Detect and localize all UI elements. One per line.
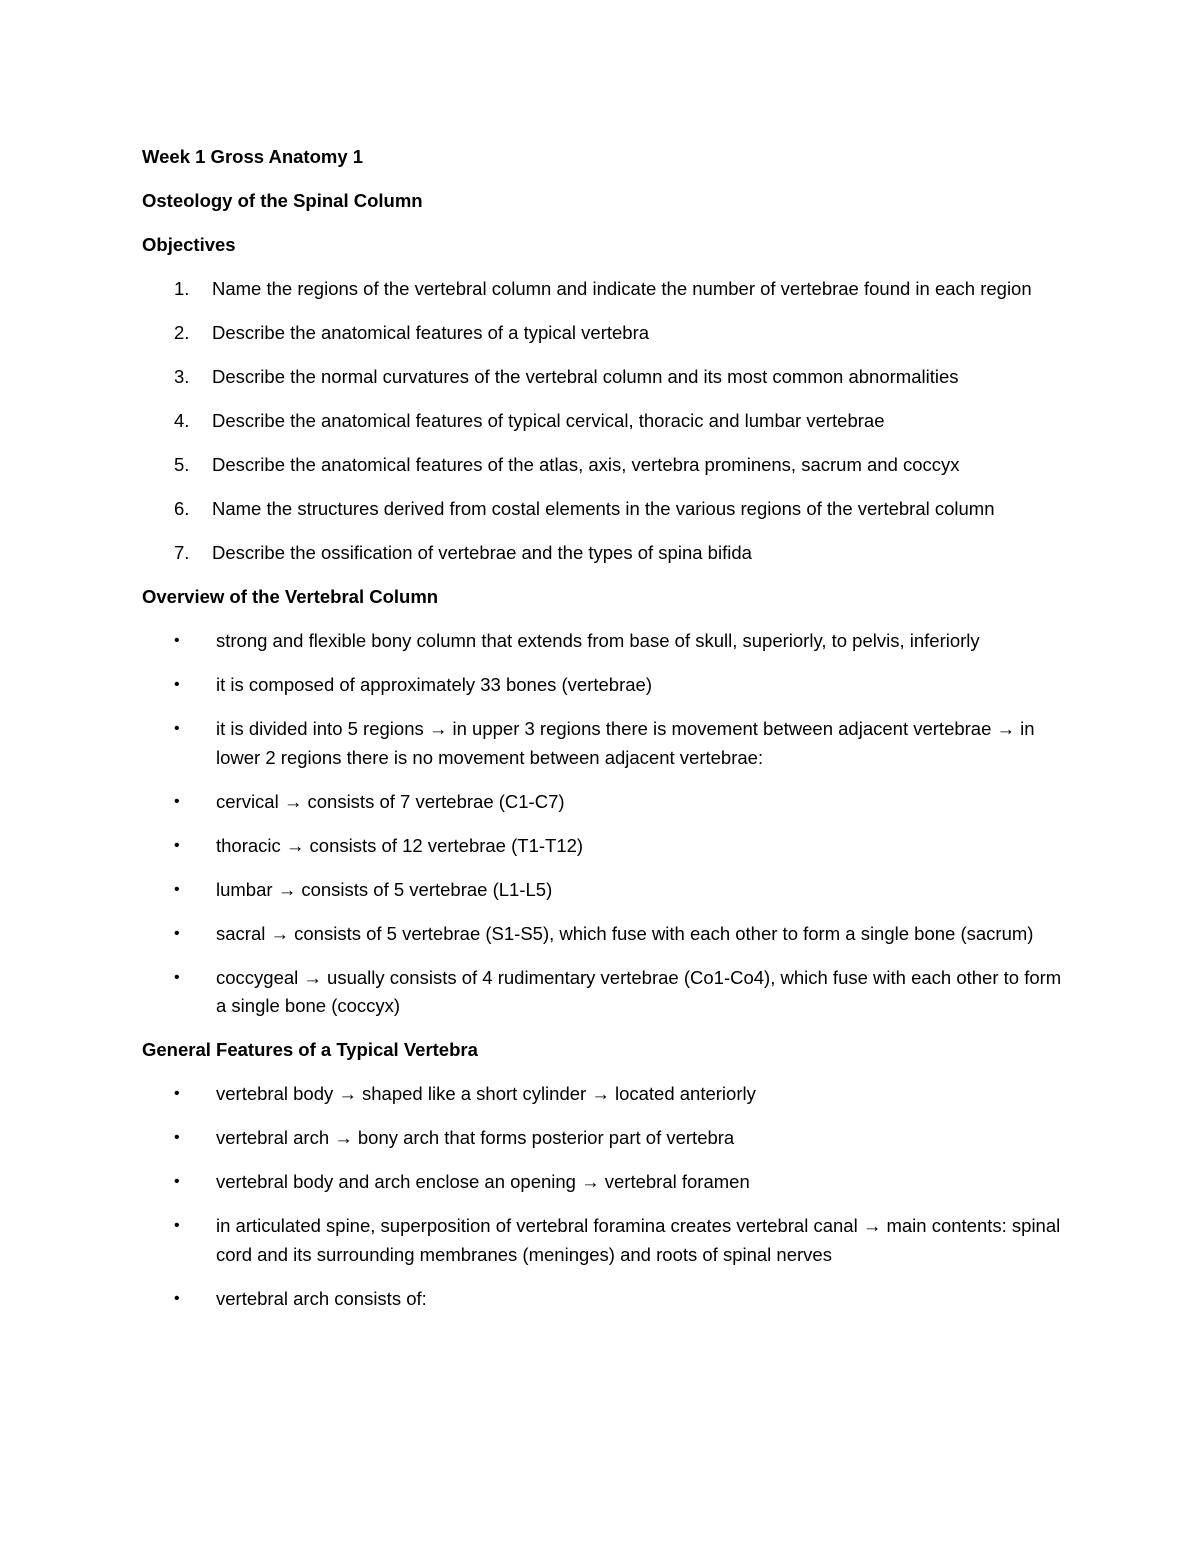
list-item-text: Describe the anatomical features of typical cervical, thoracic and lumbar vertebrae — [212, 410, 885, 431]
list-item — [142, 715, 1072, 772]
list-item — [142, 627, 1072, 656]
bullet-icon: • — [174, 792, 180, 810]
list-number: 6. — [174, 498, 190, 519]
list-item-text: Describe the normal curvatures of the vertebral column and its most common abnormalities — [212, 366, 959, 387]
list-number: 4. — [174, 410, 190, 431]
list-item-text: thoracic → consists of 12 vertebrae (T1-T12) — [216, 834, 584, 856]
list-number: 7. — [174, 542, 190, 563]
overview-heading: Overview of the Vertebral Column — [142, 586, 439, 607]
list-item-text: it is divided into 5 regions → in upper 3 regions there is movement between adjacent vertebrae → in lower 2 regions there is no movement between adjacent vertebrae: — [216, 718, 1035, 768]
bullet-icon: • — [174, 1289, 180, 1307]
list-number: 1. — [174, 278, 190, 299]
list-item-text: vertebral body and arch enclose an opening → vertebral foramen — [216, 1171, 750, 1192]
features-list — [142, 1080, 1072, 1313]
bullet-icon: • — [174, 968, 180, 986]
list-item-text: strong and flexible bony column that extends from base of skull, superiorly, to pelvis, inferiorly — [216, 630, 980, 651]
list-item-text: in articulated spine, superposition of vertebral foramina creates vertebral canal → main contents: spinal cord and its surrounding membranes (meninges) and roots of spinal nerves — [216, 1215, 1061, 1265]
bullet-icon: • — [174, 1173, 180, 1190]
bullet-icon: • — [174, 924, 180, 942]
document-subtitle: Osteology of the Spinal Column — [142, 190, 423, 211]
list-item — [142, 671, 1072, 700]
bullet-icon: • — [174, 1129, 180, 1146]
list-item — [142, 1080, 1072, 1109]
list-item-text: Describe the anatomical features of the atlas, axis, vertebra prominens, sacrum and coccyx — [212, 454, 960, 475]
list-item-text: Describe the anatomical features of a typical vertebra — [212, 322, 650, 343]
bullet-icon: • — [174, 880, 180, 898]
bullet-icon: • — [174, 632, 180, 649]
list-number: 3. — [174, 366, 190, 387]
list-item-text: Name the regions of the vertebral column and indicate the number of vertebrae found in each region — [212, 278, 1032, 299]
list-item-text: lumbar → consists of 5 vertebrae (L1-L5) — [216, 878, 553, 900]
list-item-text: it is composed of approximately 33 bones (vertebrae) — [216, 674, 652, 695]
list-item — [142, 1285, 1072, 1314]
list-item — [142, 275, 1072, 304]
list-item — [142, 363, 1072, 392]
document-page — [142, 143, 1072, 1329]
bullet-icon: • — [174, 1085, 180, 1102]
list-item-text: sacral → consists of 5 vertebrae (S1-S5), which fuse with each other to form a single bone (sacrum) — [216, 922, 1034, 944]
list-item — [142, 1212, 1072, 1269]
list-number: 5. — [174, 454, 190, 475]
list-item — [142, 539, 1072, 568]
objectives-list — [142, 275, 1072, 568]
list-item-text: Name the structures derived from costal elements in the various regions of the vertebral column — [212, 498, 995, 519]
list-item — [142, 1168, 1072, 1197]
list-item — [142, 1124, 1072, 1153]
list-item — [142, 495, 1072, 524]
list-item-text: vertebral body → shaped like a short cylinder → located anteriorly — [216, 1083, 756, 1104]
features-heading: General Features of a Typical Vertebra — [142, 1039, 478, 1060]
objectives-heading: Objectives — [142, 234, 236, 255]
bullet-icon: • — [174, 1217, 180, 1234]
list-item — [142, 319, 1072, 348]
list-item-text: vertebral arch → bony arch that forms posterior part of vertebra — [216, 1127, 735, 1148]
list-item-text: cervical → consists of 7 vertebrae (C1-C7) — [216, 790, 565, 812]
list-item — [142, 451, 1072, 480]
list-item-text: vertebral arch consists of: — [216, 1287, 427, 1309]
list-item — [142, 788, 1072, 817]
list-item — [142, 876, 1072, 905]
list-item-text: Describe the ossification of vertebrae and the types of spina bifida — [212, 542, 752, 563]
document-title: Week 1 Gross Anatomy 1 — [142, 146, 364, 167]
list-item — [142, 832, 1072, 861]
list-item — [142, 964, 1072, 1021]
overview-list — [142, 627, 1072, 1021]
list-item — [142, 920, 1072, 949]
list-item — [142, 407, 1072, 436]
bullet-icon: • — [174, 836, 180, 854]
bullet-icon: • — [174, 676, 180, 693]
list-item-text: coccygeal → usually consists of 4 rudimentary vertebrae (Co1-Co4), which fuse with each other to form a single bone (coccyx) — [216, 966, 1062, 1016]
bullet-icon: • — [174, 720, 180, 737]
list-number: 2. — [174, 322, 190, 343]
